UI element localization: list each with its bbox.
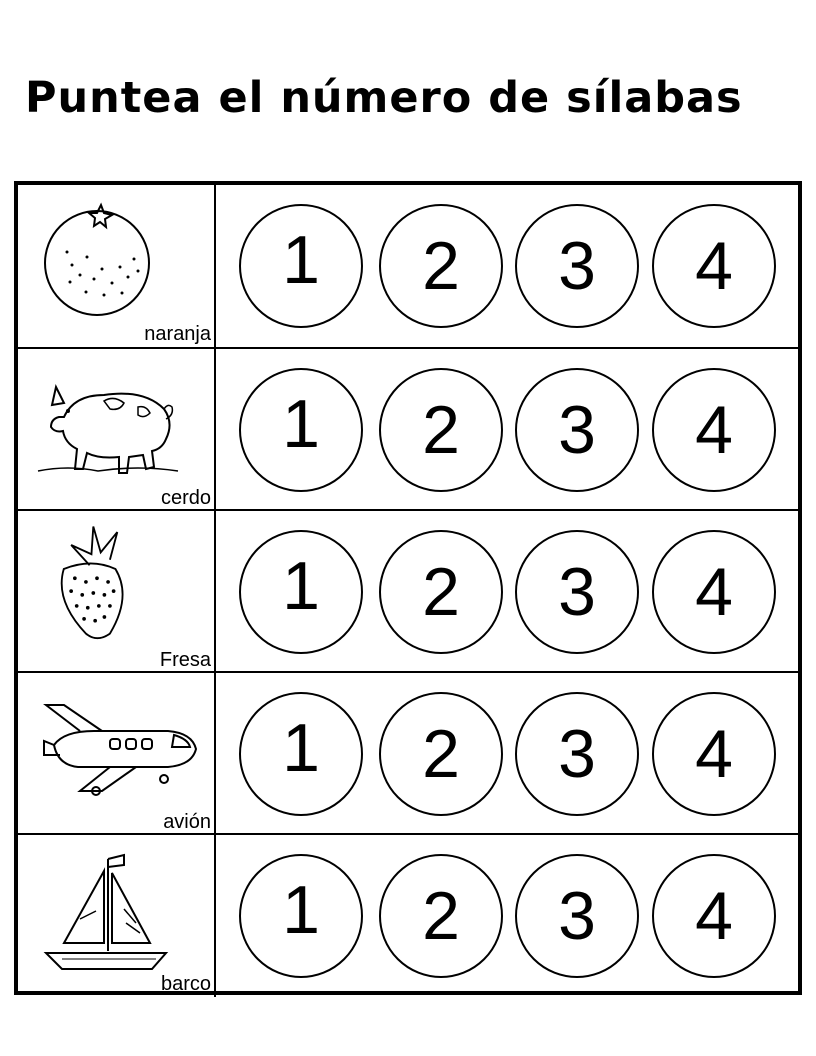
pig-icon [34,367,184,487]
picture-cell [18,185,216,347]
syllable-option-1[interactable]: 1 [239,854,363,978]
syllable-option-4[interactable]: 4 [652,204,776,328]
sailboat-icon [40,849,180,979]
table-row [18,833,798,997]
syllable-option-2[interactable]: 2 [379,692,503,816]
syllable-option-2[interactable]: 2 [379,530,503,654]
syllable-table [14,181,802,995]
table-row [18,347,798,511]
syllable-option-1[interactable]: 1 [239,692,363,816]
picture-cell [18,835,216,997]
table-row [18,509,798,673]
syllable-option-4[interactable]: 4 [652,530,776,654]
syllable-option-1[interactable]: 1 [239,204,363,328]
word-label: naranja [144,323,211,345]
table-row [18,671,798,835]
picture-cell [18,511,216,673]
syllable-option-3[interactable]: 3 [515,692,639,816]
picture-cell [18,673,216,835]
syllable-option-3[interactable]: 3 [515,854,639,978]
worksheet-title: Puntea el número de sílabas [25,73,743,123]
syllable-option-4[interactable]: 4 [652,692,776,816]
picture-cell [18,349,216,511]
word-label: cerdo [160,487,211,509]
word-label: Fresa [159,649,211,671]
syllable-option-3[interactable]: 3 [515,530,639,654]
airplane-icon [40,693,200,803]
syllable-option-2[interactable]: 2 [379,854,503,978]
syllable-option-1[interactable]: 1 [239,368,363,492]
syllable-option-4[interactable]: 4 [652,368,776,492]
syllable-option-4[interactable]: 4 [652,854,776,978]
syllable-option-3[interactable]: 3 [515,368,639,492]
strawberry-icon [44,521,174,641]
syllable-option-1[interactable]: 1 [239,530,363,654]
syllable-option-3[interactable]: 3 [515,204,639,328]
table-row [18,185,798,347]
syllable-option-2[interactable]: 2 [379,204,503,328]
syllable-option-2[interactable]: 2 [379,368,503,492]
word-label: barco [160,973,211,995]
word-label: avión [163,811,211,833]
orange-icon [42,197,172,317]
